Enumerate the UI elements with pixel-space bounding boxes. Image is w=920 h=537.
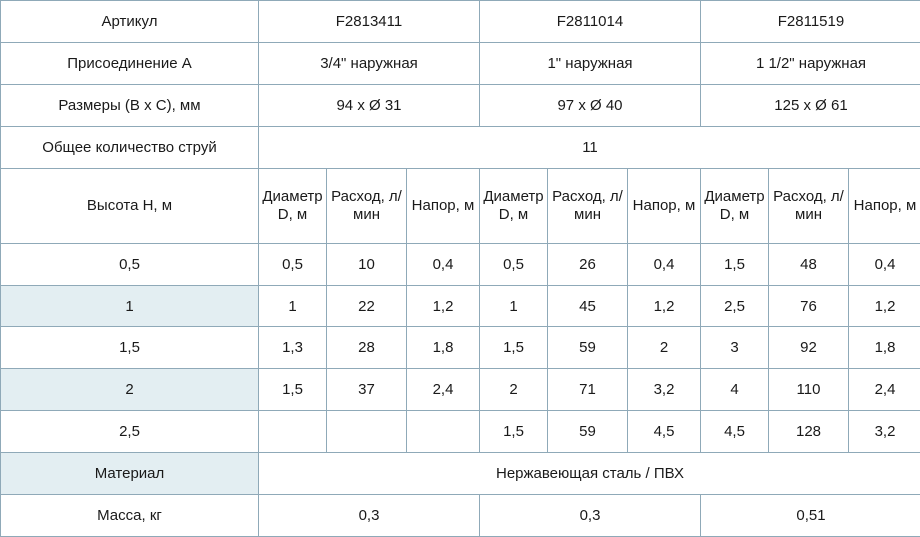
subheader-flow-3: Расход, л/мин <box>769 168 849 243</box>
table-row-jets <box>1 126 920 168</box>
table-row <box>1 369 920 411</box>
table-row <box>1 243 920 285</box>
row-label-mass: Масса, кг <box>1 494 259 536</box>
table-row-mass <box>1 494 920 536</box>
cell-flow-2: 59 <box>548 327 628 369</box>
cell-flow-2: 45 <box>548 285 628 327</box>
height-value: 2 <box>1 369 259 411</box>
cell-diameter-1: 1 <box>259 285 327 327</box>
cell-diameter-2: 0,5 <box>480 243 548 285</box>
mass-value-3: 0,51 <box>701 494 920 536</box>
cell-pressure-2: 1,2 <box>628 285 701 327</box>
cell-flow-3: 76 <box>769 285 849 327</box>
table-row-material <box>1 453 920 495</box>
subheader-pressure-3: Напор, м <box>849 168 920 243</box>
cell-flow-1 <box>327 411 407 453</box>
cell-pressure-1: 0,4 <box>407 243 480 285</box>
cell-diameter-2: 1 <box>480 285 548 327</box>
row-label-dimensions: Размеры (B x C), мм <box>1 84 259 126</box>
dimensions-value-1: 94 x Ø 31 <box>259 84 480 126</box>
table-row-article <box>1 1 920 43</box>
mass-value-2: 0,3 <box>480 494 701 536</box>
cell-diameter-3: 4,5 <box>701 411 769 453</box>
cell-flow-1: 10 <box>327 243 407 285</box>
cell-diameter-1: 1,5 <box>259 369 327 411</box>
cell-diameter-2: 1,5 <box>480 327 548 369</box>
cell-pressure-3: 2,4 <box>849 369 920 411</box>
cell-diameter-3: 1,5 <box>701 243 769 285</box>
cell-diameter-2: 2 <box>480 369 548 411</box>
cell-pressure-3: 1,8 <box>849 327 920 369</box>
row-label-height: Высота H, м <box>1 168 259 243</box>
table-row-subheaders <box>1 168 920 243</box>
cell-pressure-1: 1,8 <box>407 327 480 369</box>
cell-flow-2: 26 <box>548 243 628 285</box>
subheader-flow-1: Расход, л/мин <box>327 168 407 243</box>
subheader-pressure-2: Напор, м <box>628 168 701 243</box>
row-label-jets: Общее количество струй <box>1 126 259 168</box>
table-row <box>1 411 920 453</box>
subheader-diameter-3: Диаметр D, м <box>701 168 769 243</box>
height-value: 1 <box>1 285 259 327</box>
mass-value-1: 0,3 <box>259 494 480 536</box>
cell-pressure-3: 0,4 <box>849 243 920 285</box>
table-row-connection <box>1 42 920 84</box>
cell-diameter-3: 3 <box>701 327 769 369</box>
cell-pressure-2: 0,4 <box>628 243 701 285</box>
height-value: 0,5 <box>1 243 259 285</box>
cell-flow-1: 37 <box>327 369 407 411</box>
height-value: 1,5 <box>1 327 259 369</box>
cell-pressure-3: 1,2 <box>849 285 920 327</box>
material-value: Нержавеющая сталь / ПВХ <box>259 453 920 495</box>
dimensions-value-3: 125 x Ø 61 <box>701 84 920 126</box>
table-row <box>1 327 920 369</box>
table-row <box>1 285 920 327</box>
cell-flow-3: 128 <box>769 411 849 453</box>
cell-flow-2: 71 <box>548 369 628 411</box>
cell-diameter-1 <box>259 411 327 453</box>
article-value-2: F2811014 <box>480 1 701 43</box>
cell-pressure-2: 3,2 <box>628 369 701 411</box>
cell-flow-3: 92 <box>769 327 849 369</box>
cell-diameter-1: 0,5 <box>259 243 327 285</box>
cell-pressure-1: 1,2 <box>407 285 480 327</box>
subheader-pressure-1: Напор, м <box>407 168 480 243</box>
cell-flow-3: 110 <box>769 369 849 411</box>
cell-pressure-2: 2 <box>628 327 701 369</box>
row-label-article: Артикул <box>1 1 259 43</box>
row-label-material: Материал <box>1 453 259 495</box>
article-value-1: F2813411 <box>259 1 480 43</box>
subheader-flow-2: Расход, л/мин <box>548 168 628 243</box>
cell-flow-2: 59 <box>548 411 628 453</box>
cell-pressure-1 <box>407 411 480 453</box>
cell-diameter-3: 2,5 <box>701 285 769 327</box>
table-row-dimensions <box>1 84 920 126</box>
cell-diameter-3: 4 <box>701 369 769 411</box>
cell-pressure-1: 2,4 <box>407 369 480 411</box>
subheader-diameter-1: Диаметр D, м <box>259 168 327 243</box>
row-label-connection: Присоединение A <box>1 42 259 84</box>
dimensions-value-2: 97 x Ø 40 <box>480 84 701 126</box>
cell-flow-1: 28 <box>327 327 407 369</box>
article-value-3: F2811519 <box>701 1 920 43</box>
connection-value-2: 1" наружная <box>480 42 701 84</box>
jets-value: 11 <box>259 126 920 168</box>
cell-diameter-2: 1,5 <box>480 411 548 453</box>
cell-flow-3: 48 <box>769 243 849 285</box>
subheader-diameter-2: Диаметр D, м <box>480 168 548 243</box>
cell-flow-1: 22 <box>327 285 407 327</box>
connection-value-1: 3/4" наружная <box>259 42 480 84</box>
cell-pressure-3: 3,2 <box>849 411 920 453</box>
connection-value-3: 1 1/2" наружная <box>701 42 920 84</box>
height-value: 2,5 <box>1 411 259 453</box>
cell-diameter-1: 1,3 <box>259 327 327 369</box>
cell-pressure-2: 4,5 <box>628 411 701 453</box>
